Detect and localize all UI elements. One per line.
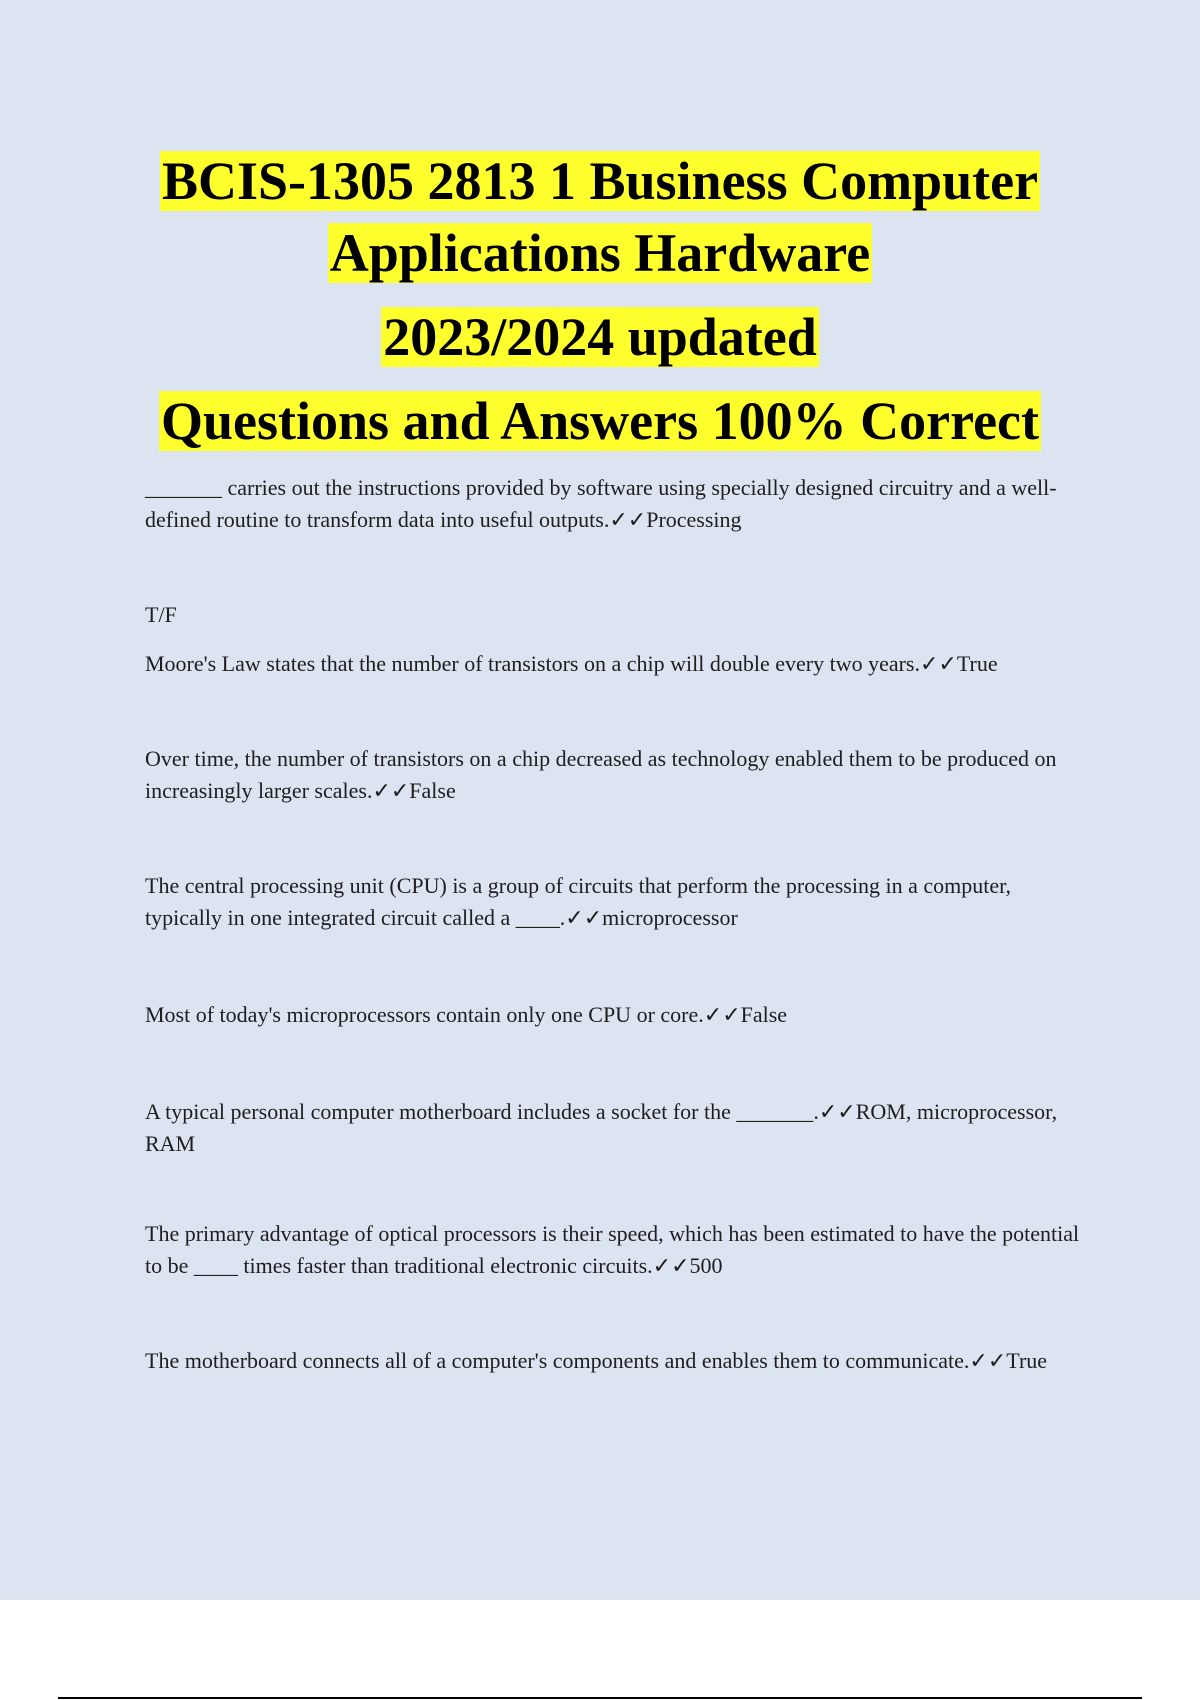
- question-item: The central processing unit (CPU) is a group of circuits that perform the processing in a computer, typically in one integrated circuit called a ____.✓✓microprocessor: [145, 873, 1012, 930]
- footer-rule: [58, 1697, 1142, 1699]
- question-item: The motherboard connects all of a computer's components and enables them to communicate.✓✓True: [145, 1348, 1048, 1373]
- question-item: Most of today's microprocessors contain only one CPU or core.✓✓False: [145, 1002, 788, 1027]
- question-item: _______ carries out the instructions provided by software using specially designed circuitry and a well-defined routine to transform data into useful outputs.✓✓Processing: [145, 475, 1057, 532]
- question-item: Moore's Law states that the number of transistors on a chip will double every two years.✓✓True: [145, 651, 998, 676]
- question-item: T/F: [145, 602, 177, 627]
- title-line-1: BCIS-1305 2813 1 Business Computer: [161, 151, 1039, 211]
- question-item: A typical personal computer motherboard includes a socket for the _______.✓✓ROM, microprocessor, RAM: [145, 1099, 1058, 1156]
- document-title: [0, 145, 1200, 457]
- question-item: The primary advantage of optical processors is their speed, which has been estimated to have the potential to be ____ times faster than traditional electronic circuits.✓✓500: [145, 1221, 1080, 1278]
- title-line-2: Applications Hardware: [329, 223, 871, 283]
- title-line-4: Questions and Answers 100% Correct: [160, 391, 1039, 451]
- title-line-3: 2023/2024 updated: [383, 307, 817, 367]
- question-item: Over time, the number of transistors on a chip decreased as technology enabled them to be produced on increasingly larger scales.✓✓False: [145, 746, 1057, 803]
